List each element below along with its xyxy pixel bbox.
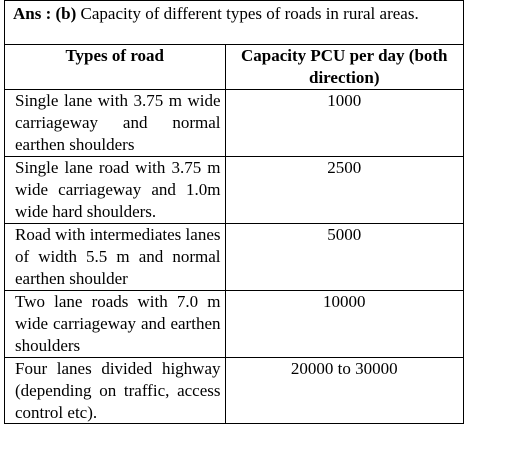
table-row (5, 358, 463, 425)
table-row (5, 224, 463, 291)
capacity-cell: 10000 (225, 291, 463, 358)
capacity-cell: 2500 (225, 157, 463, 224)
road-type-cell: Two lane roads with 7.0 m wide carriageway and earthen shoulders (5, 291, 225, 358)
header-road-type: Types of road (5, 45, 225, 90)
table-row (5, 157, 463, 224)
table-row (5, 90, 463, 157)
answer-document (4, 0, 464, 424)
road-type-cell: Road with intermediates lanes of width 5.5 m and normal earthen shoulder (5, 224, 225, 291)
header-capacity: Capacity PCU per day (both direction) (225, 45, 463, 90)
table-header-row (5, 45, 463, 90)
capacity-cell: 1000 (225, 90, 463, 157)
road-type-cell: Single lane road with 3.75 m wide carriageway and 1.0m wide hard shoulders. (5, 157, 225, 224)
road-type-cell: Four lanes divided highway (depending on traffic, access control etc). (5, 358, 225, 425)
capacity-cell: 5000 (225, 224, 463, 291)
table-row (5, 291, 463, 358)
capacity-cell: 20000 to 30000 (225, 358, 463, 425)
answer-label: Ans : (b) (13, 4, 77, 23)
road-type-cell: Single lane with 3.75 m wide carriageway and normal earthen shoulders (5, 90, 225, 157)
answer-heading (5, 1, 463, 45)
answer-title: Capacity of different types of roads in rural areas. (76, 4, 419, 23)
road-capacity-table (5, 45, 463, 424)
